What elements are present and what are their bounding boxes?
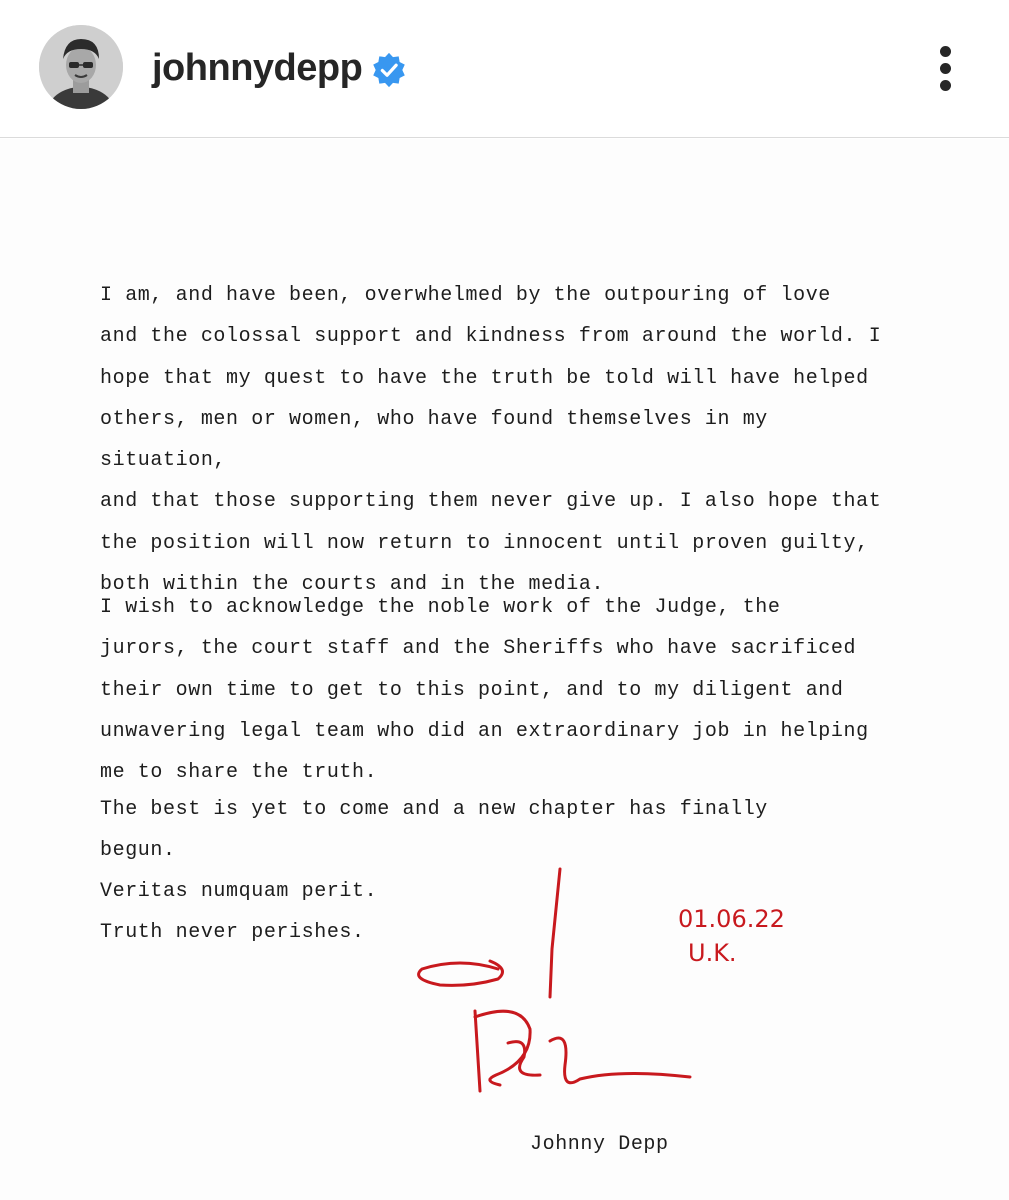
- more-options-button[interactable]: [926, 38, 966, 98]
- handwritten-signature: [400, 829, 840, 1129]
- more-options-icon: [940, 46, 951, 57]
- profile-avatar[interactable]: [39, 25, 123, 109]
- post-header: [0, 0, 1009, 138]
- signature-place: U.K.: [688, 939, 737, 967]
- verified-badge-icon: [370, 51, 408, 89]
- signature-date: 01.06.22: [678, 905, 785, 933]
- letter-paragraph: I wish to acknowledge the noble work of the Judge, the jurors, the court staff and the Sheriffs who have sacrificed their own time to get to this point, and to my diligent and unwavering legal team who did an extraordinary job in helping me to share the truth.: [100, 596, 869, 785]
- typed-name: Johnny Depp: [530, 1133, 669, 1156]
- letter-paragraph: Truth never perishes.: [100, 921, 365, 944]
- letter-paragraph: Veritas numquam perit.: [100, 880, 378, 903]
- profile-photo-icon: [39, 25, 123, 109]
- letter-paragraph: The best is yet to come and a new chapter has finally begun.: [100, 798, 768, 863]
- post-image-letter: [0, 139, 1009, 1200]
- username-link[interactable]: johnnydepp: [152, 47, 363, 89]
- letter-paragraph: I am, and have been, overwhelmed by the outpouring of love and the colossal support and kindness from around the world. I hope that my quest to have the truth be told will have helped others, men or women, who have found themselves in my situation, and that those supporting them never give up. I also hope that the position will now return to innocent until proven guilty, both within the courts and in the media.: [100, 284, 882, 597]
